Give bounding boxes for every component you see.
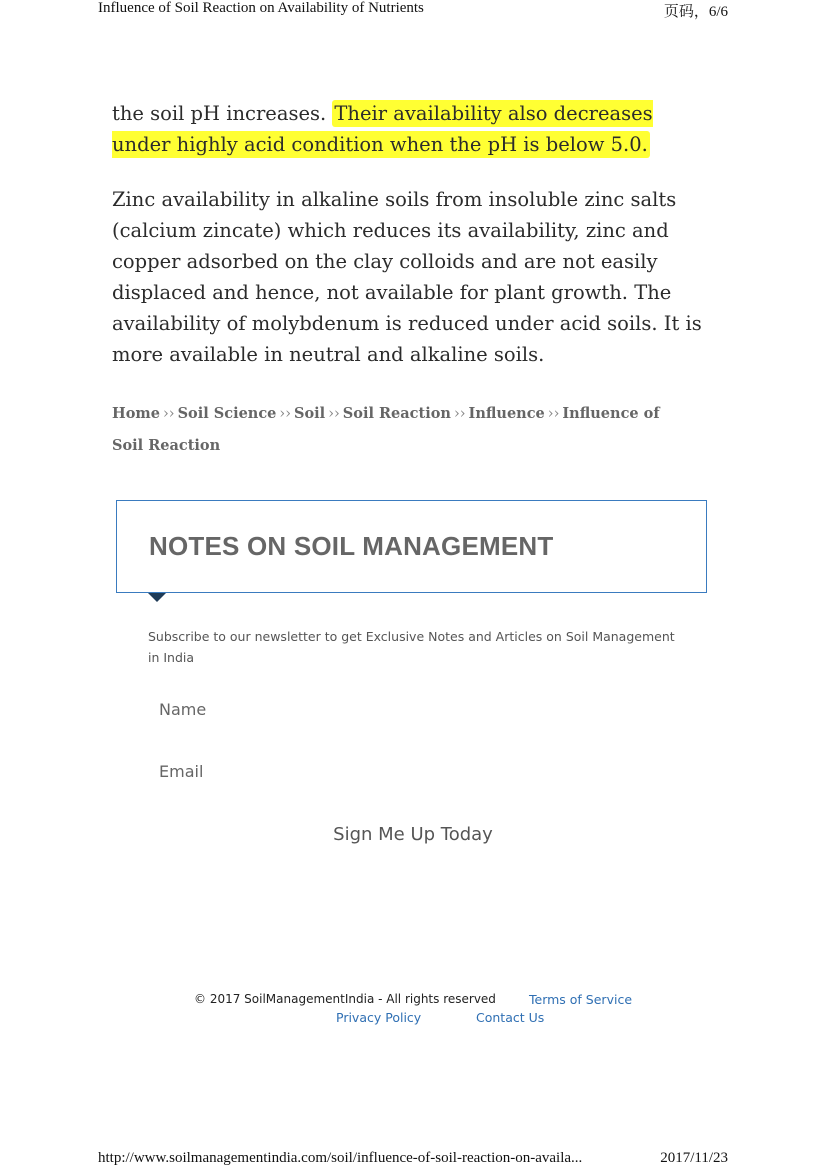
breadcrumb-influence-of-soil-reaction[interactable]: Influence of Soil Reaction (112, 405, 660, 454)
print-header-title: Influence of Soil Reaction on Availability of Nutrients (98, 0, 424, 16)
newsletter-title-box (116, 500, 707, 593)
newsletter-title: NOTES ON SOIL MANAGEMENT (149, 531, 554, 561)
article-paragraph (112, 98, 712, 160)
article-paragraph: Zinc availability in alkaline soils from insoluble zinc salts (calcium zincate) which reduces its availability, zinc and copper adsorbed on the clay colloids and are not easily displaced and hence, not available for plant growth. The availability of molybdenum is reduced under acid soils. It is more available in neutral and alkaline soils. (112, 188, 702, 366)
sign-up-button[interactable]: Sign Me Up Today (148, 815, 678, 853)
breadcrumb-influence[interactable]: Influence (468, 405, 545, 422)
print-footer-url: http://www.soilmanagementindia.com/soil/influence-of-soil-reaction-on-availa... (98, 1150, 583, 1166)
breadcrumb-soil[interactable]: Soil (294, 405, 326, 422)
breadcrumb-soil-reaction[interactable]: Soil Reaction (342, 405, 451, 422)
print-footer-date: 2017/11/23 (660, 1150, 728, 1166)
breadcrumb-separator: ›› (547, 406, 560, 422)
newsletter-description: Subscribe to our newsletter to get Exclusive Notes and Articles on Soil Management in India (148, 629, 675, 665)
contact-us-link[interactable]: Contact Us (476, 1010, 545, 1025)
breadcrumb (112, 398, 692, 461)
caret-down-icon (148, 593, 166, 602)
email-input[interactable] (148, 753, 678, 789)
print-header-page-number: 页码，6/6 (663, 4, 728, 20)
print-header (98, 0, 728, 20)
breadcrumb-separator: ›› (328, 406, 340, 422)
breadcrumb-soil-science[interactable]: Soil Science (177, 405, 277, 422)
breadcrumb-separator: ›› (279, 406, 292, 422)
highlighted-text: Their availability also decreases under highly acid condition when the pH is below 5.0. (112, 102, 653, 156)
article-text: the soil pH increases. (112, 102, 333, 125)
name-input[interactable] (148, 691, 678, 727)
breadcrumb-separator: ›› (453, 406, 466, 422)
terms-of-service-link[interactable]: Terms of Service (529, 992, 633, 1007)
privacy-policy-link[interactable]: Privacy Policy (336, 1010, 422, 1025)
copyright-text: © 2017 SoilManagementIndia - All rights reserved (194, 992, 496, 1006)
breadcrumb-home[interactable]: Home (112, 405, 160, 422)
article-body (112, 98, 712, 370)
print-footer (98, 1150, 728, 1170)
breadcrumb-separator: ›› (162, 406, 175, 422)
